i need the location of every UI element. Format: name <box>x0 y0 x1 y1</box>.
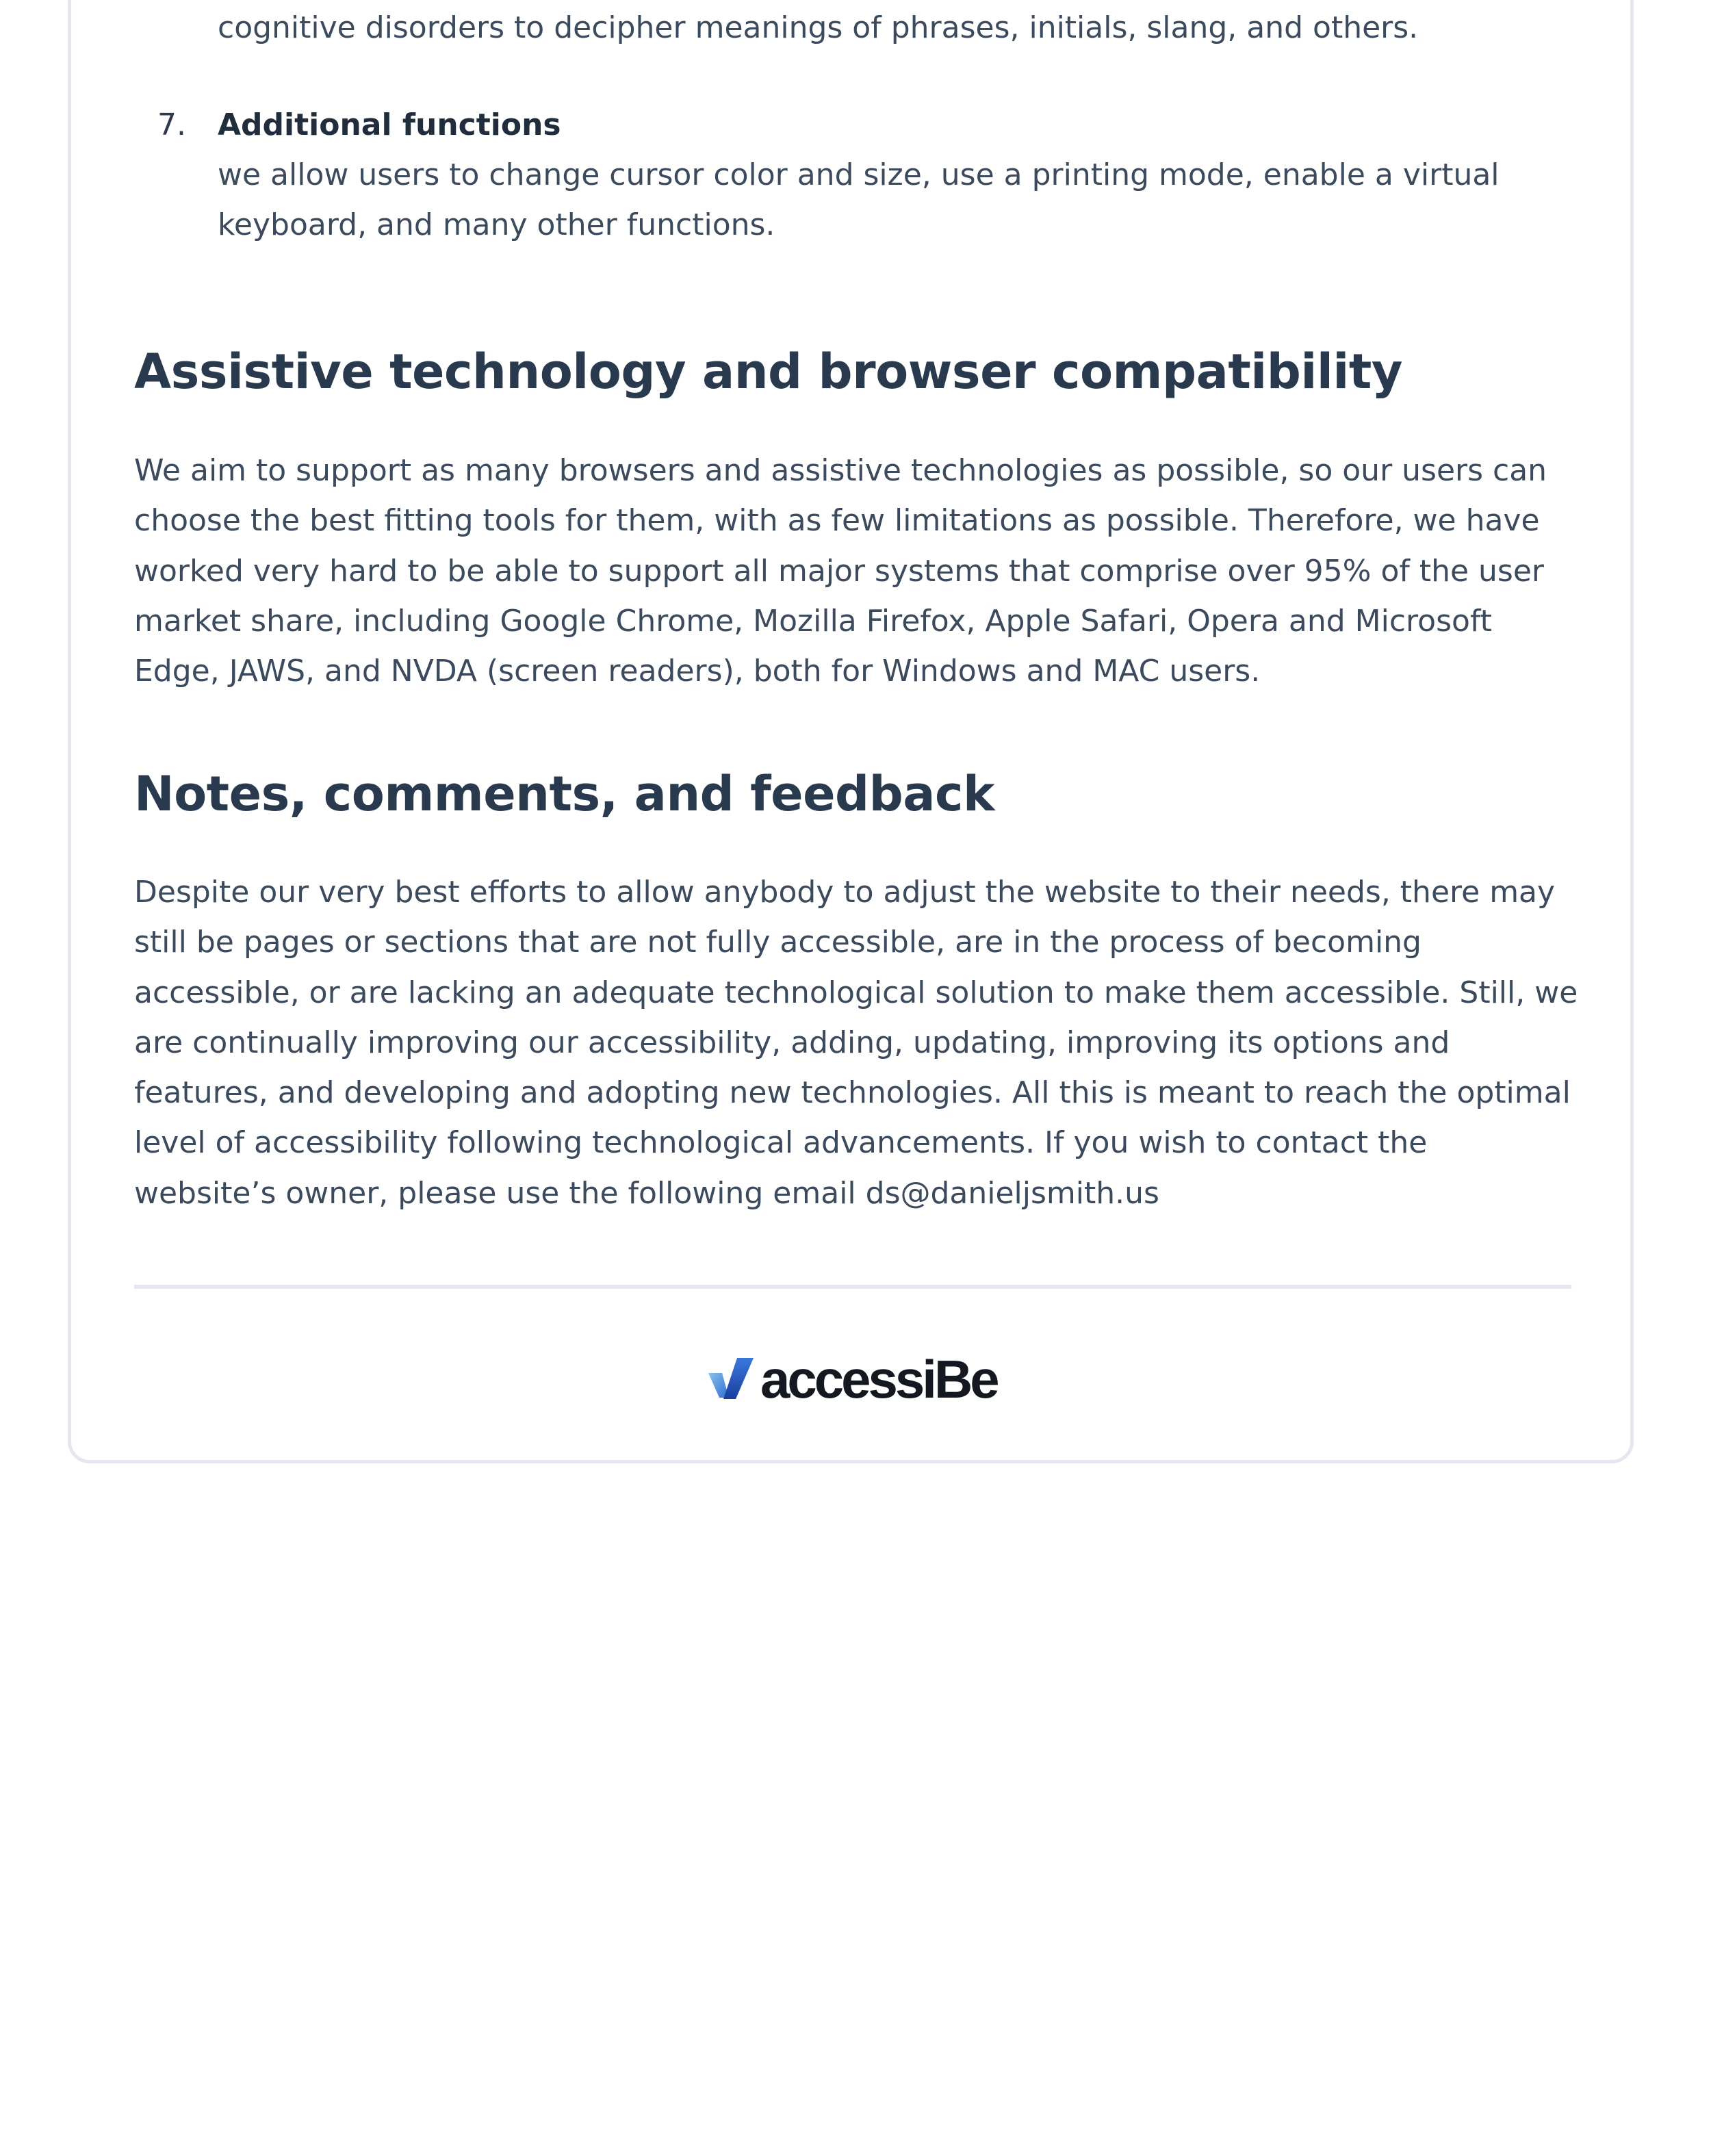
accessibe-logo-link[interactable] <box>707 1349 997 1409</box>
list-item-number: 7. <box>157 107 186 142</box>
feedback-body: Despite our very best efforts to allow anybody to adjust the website to their needs, there may still be pages or sections that are not fully accessible, are in the process of becoming accessible, or are lacking an adequate technological solution to make them accessible. Still, we are continually improving our accessibility, adding, updating, improving its options and features, and developing and adopting new technologies. All this is meant to reach the optimal level of accessibility following technological advancements. If you wish to contact the website’s owner, please use the following email ds@danieljsmith.us <box>134 875 1578 1211</box>
previous-list-item-text: cognitive disorders to decipher meanings of phrases, initials, slang, and others. <box>218 10 1419 45</box>
compatibility-heading: Assistive technology and browser compatibility <box>134 344 1402 400</box>
compatibility-body: We aim to support as many browsers and assistive technologies as possible, so our users can choose the best fitting tools for them, with as few limitations as possible. Therefore, we have worked very hard to be able to support all major systems that comprise over 95% of the user market share, including Google Chrome, Mozilla Firefox, Apple Safari, Opera and Microsoft Edge, JAWS, and NVDA (screen readers), both for Windows and MAC users. <box>134 453 1547 689</box>
accessibe-check-icon <box>707 1357 755 1402</box>
list-item-text: we allow users to change cursor color and size, use a printing mode, enable a virtual keyboard, and many other functions. <box>218 157 1500 242</box>
list-item-title: Additional functions <box>218 107 561 142</box>
accessibe-logo-text: accessiBe <box>760 1349 997 1409</box>
feedback-heading: Notes, comments, and feedback <box>134 766 995 822</box>
footer-divider <box>134 1285 1571 1289</box>
